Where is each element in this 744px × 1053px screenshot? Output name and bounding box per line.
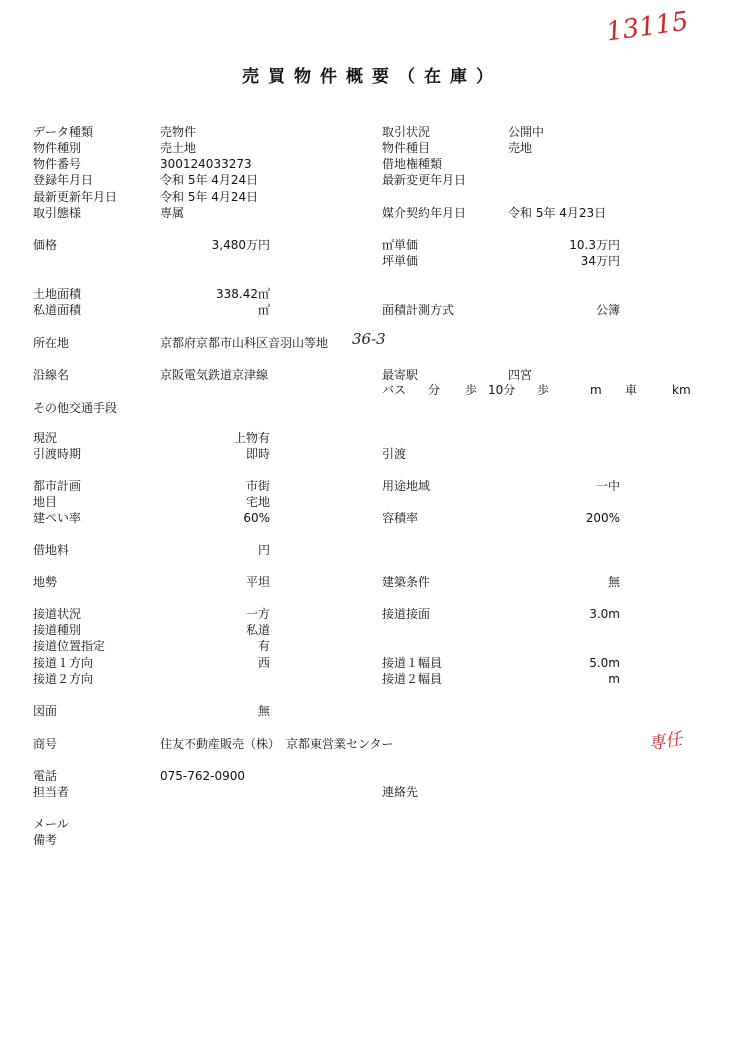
land-rent-label: 借地料 (33, 543, 70, 557)
road1-dir-value: 西 (257, 656, 270, 670)
property-type-label: 物件種別 (33, 141, 82, 155)
road-status-value: 一方 (245, 607, 270, 621)
deal-status-value: 公開中 (508, 125, 545, 139)
zoning-label: 用途地域 (382, 479, 431, 493)
road2-width-label: 接道２幅員 (382, 672, 443, 686)
access-km: km (672, 383, 691, 397)
handwritten-address-suffix: 36-3 (352, 330, 386, 348)
area-method-value: 公簿 (595, 303, 620, 317)
unit-price-tsubo-value: 34万円 (580, 254, 620, 268)
line-value: 京阪電気鉄道京津線 (160, 368, 269, 382)
deal-mode-label: 取引態様 (33, 206, 82, 220)
email-label: メール (33, 817, 69, 831)
phone-label: 電話 (33, 769, 58, 783)
brokerage-date-label: 媒介契約年月日 (382, 206, 467, 220)
price-value: 3,480万円 (211, 238, 270, 252)
brokerage-date-value: 令和 5年 4月23日 (508, 206, 607, 220)
trade-name-value: 住友不動産販売（株） 京都東営業センター (160, 737, 394, 751)
line-label: 沿線名 (33, 368, 70, 382)
last-updated-value: 令和 5年 4月24日 (160, 190, 259, 204)
road2-dir-label: 接道２方向 (33, 672, 94, 686)
property-item-label: 物件種目 (382, 141, 431, 155)
phone-value: 075-762-0900 (160, 769, 246, 783)
far-value: 200% (585, 511, 620, 525)
station-value: 四宮 (508, 368, 533, 382)
person-label: 担当者 (33, 785, 70, 799)
access-meters: m (590, 383, 602, 397)
road-frontage-label: 接道接面 (382, 607, 431, 621)
trade-name-label: 商号 (33, 737, 58, 751)
contact-label: 連絡先 (382, 785, 419, 799)
far-label: 容積率 (382, 511, 419, 525)
area-method-label: 面積計測方式 (382, 303, 455, 317)
access-walk-label: 歩 (465, 383, 478, 397)
road1-width-label: 接道１幅員 (382, 656, 443, 670)
land-area-value: 338.42㎡ (216, 287, 270, 301)
land-category-label: 地目 (33, 495, 58, 509)
land-area-label: 土地面積 (33, 287, 82, 301)
access-car: 車 (625, 383, 638, 397)
last-changed-label: 最新変更年月日 (382, 173, 467, 187)
road-status-label: 接道状況 (33, 607, 82, 621)
registered-label: 登録年月日 (33, 173, 94, 187)
road1-dir-label: 接道１方向 (33, 656, 94, 670)
last-updated-label: 最新更新年月日 (33, 190, 118, 204)
city-plan-value: 市街 (245, 479, 270, 493)
handwritten-mark: 専任 (646, 729, 684, 755)
bcr-value: 60% (243, 511, 270, 525)
handover-time-label: 引渡時期 (33, 447, 82, 461)
access-walk-time: 10分 (488, 383, 516, 397)
private-road-label: 私道面積 (33, 303, 82, 317)
city-plan-label: 都市計画 (33, 479, 82, 493)
location-value: 京都府京都市山科区音羽山等地 (160, 336, 329, 350)
location-label: 所在地 (33, 336, 70, 350)
handover-time-value: 即時 (245, 447, 270, 461)
leasehold-type-label: 借地権種類 (382, 157, 443, 171)
zoning-value: 一中 (595, 479, 620, 493)
terrain-value: 平坦 (245, 575, 270, 589)
building-cond-label: 建築条件 (382, 575, 431, 589)
terrain-label: 地勢 (33, 575, 58, 589)
unit-price-sqm-label: ㎡単価 (382, 238, 419, 252)
drawing-value: 無 (257, 704, 270, 718)
property-no-label: 物件番号 (33, 157, 82, 171)
road-frontage-value: 3.0m (589, 607, 620, 621)
price-label: 価格 (33, 238, 58, 252)
data-type-label: データ種類 (33, 125, 94, 139)
bcr-label: 建ぺい率 (33, 511, 82, 525)
deal-mode-value: 専属 (160, 206, 185, 220)
page-title: 売買物件概要（在庫） (242, 67, 502, 87)
road-designation-label: 接道位置指定 (33, 639, 106, 653)
building-cond-value: 無 (607, 575, 620, 589)
access-bus: バス (382, 383, 407, 397)
condition-label: 現況 (33, 431, 58, 445)
property-no-value: 300124033273 (160, 157, 252, 171)
handover-label: 引渡 (382, 447, 407, 461)
road2-width-value: m (608, 672, 620, 686)
condition-value: 上物有 (233, 431, 270, 445)
land-rent-value: 円 (257, 543, 270, 557)
access-walk-label-2: 歩 (537, 383, 550, 397)
road-type-label: 接道種別 (33, 623, 82, 637)
registered-value: 令和 5年 4月24日 (160, 173, 259, 187)
access-bus-min: 分 (428, 383, 441, 397)
drawing-label: 図面 (33, 704, 58, 718)
private-road-value: ㎡ (257, 303, 270, 317)
property-type-value: 売土地 (160, 141, 197, 155)
deal-status-label: 取引状況 (382, 125, 431, 139)
road-type-value: 私道 (245, 623, 270, 637)
unit-price-tsubo-label: 坪単価 (382, 254, 419, 268)
road1-width-value: 5.0m (589, 656, 620, 670)
other-transport-label: その他交通手段 (33, 401, 118, 415)
remarks-label: 備考 (33, 833, 58, 847)
unit-price-sqm-value: 10.3万円 (569, 238, 620, 252)
road-designation-value: 有 (257, 639, 270, 653)
handwritten-number: 13115 (604, 6, 691, 48)
station-label: 最寄駅 (382, 368, 419, 382)
property-item-value: 売地 (508, 141, 533, 155)
land-category-value: 宅地 (245, 495, 270, 509)
data-type-value: 売物件 (160, 125, 197, 139)
